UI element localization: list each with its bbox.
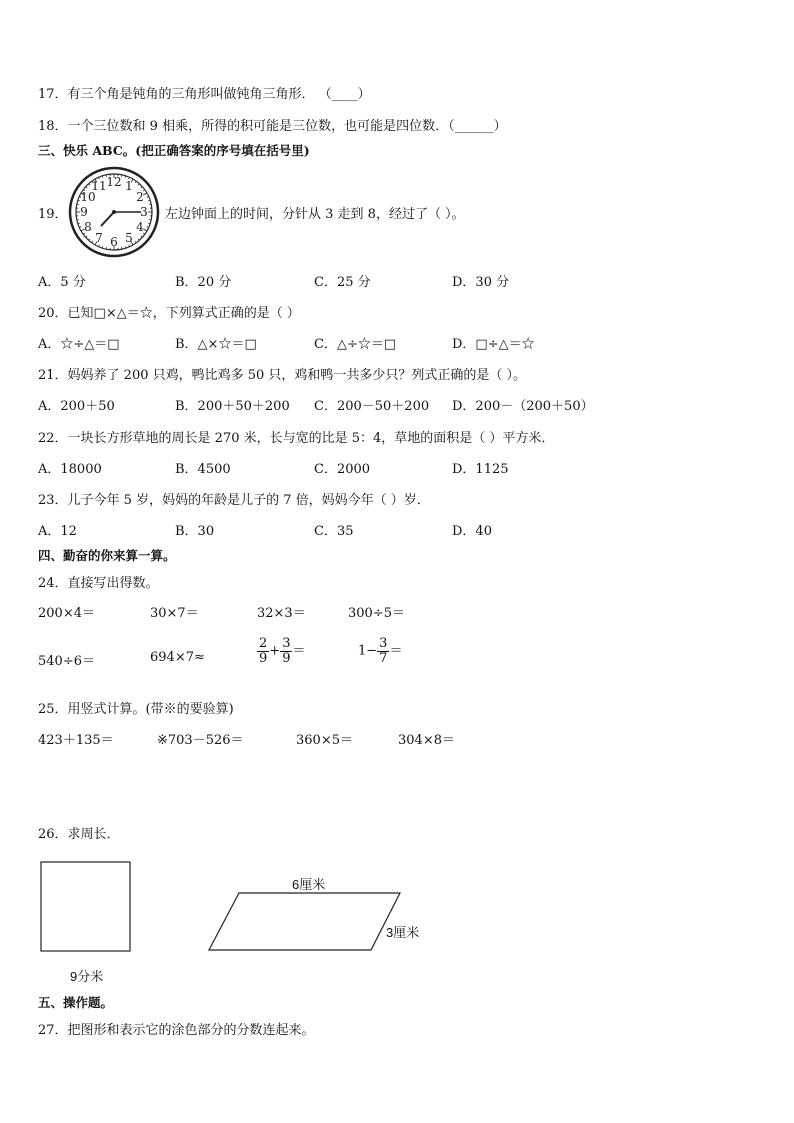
q21-option-a: A．200＋50 [38, 399, 115, 414]
operator: + [269, 643, 281, 659]
q19-option-d: D．30 分 [452, 275, 510, 290]
denominator: 9 [282, 650, 291, 666]
q22-option-c: C．2000 [314, 462, 371, 477]
question-26: 26．求周长． [38, 827, 120, 842]
question-25: 25．用竖式计算。(带※的要验算) [38, 702, 234, 717]
clock-number: 2 [136, 190, 144, 204]
numerator: 2 [259, 636, 268, 651]
calc-item: 300÷5＝ [348, 606, 405, 621]
equals-sign: ＝ [292, 643, 306, 659]
question-19-text: 左边钟面上的时间，分针从 3 走到 8，经过了（ ）。 [165, 207, 465, 222]
denominator: 9 [259, 650, 268, 666]
parallelogram-base-label: 6厘米 [292, 877, 326, 892]
clock-number: 1 [125, 179, 133, 193]
question-20: 20．已知□×△＝☆，下列算式正确的是（ ） [38, 306, 300, 321]
q23-option-d: D．40 [452, 524, 492, 539]
question-17: 17．有三个角是钝角的三角形叫做钝角三角形． （____） [38, 87, 371, 102]
calc-item: 30×7＝ [150, 606, 199, 621]
q20-option-a: A．☆÷△＝□ [38, 337, 120, 352]
q20-option-b: B．△×☆＝□ [175, 337, 257, 352]
clock-number: 10 [80, 190, 96, 204]
numerator: 3 [379, 636, 388, 651]
denominator: 7 [379, 650, 388, 666]
square-side-label: 9分米 [70, 969, 104, 984]
q20-option-c: C．△÷☆＝□ [314, 337, 397, 352]
calc-item: ※703－526＝ [157, 733, 244, 748]
square-shape [41, 862, 130, 951]
calc-item: 694×7≈ [150, 650, 205, 665]
question-18: 18．一个三位数和 9 相乘，所得的积可能是三位数，也可能是四位数．（______） [38, 119, 507, 134]
question-19-number: 19． [38, 207, 68, 222]
q19-option-a: A．5 分 [38, 275, 86, 290]
q23-option-c: C．35 [314, 524, 354, 539]
q22-option-a: A．18000 [38, 462, 102, 477]
section-4-heading: 四、勤奋的你来算一算。 [38, 548, 176, 563]
question-24: 24．直接写出得数。 [38, 576, 159, 591]
question-21: 21．妈妈养了 200 只鸡，鸭比鸡多 50 只，鸡和鸭一共多少只？列式正确的是（ ）。 [38, 368, 527, 383]
question-22: 22．一块长方形草地的周长是 270 米，长与宽的比是 5：4，草地的面积是（ ）平方米． [38, 431, 555, 446]
calc-item: 423＋135＝ [38, 733, 114, 748]
clock-number: 12 [106, 175, 122, 189]
parallelogram-side-label: 3厘米 [386, 925, 420, 940]
calc-item: 304×8＝ [398, 733, 455, 748]
equals-sign: ＝ [389, 643, 403, 659]
clock-number: 5 [125, 231, 133, 245]
clock-number: 7 [95, 231, 103, 245]
clock-number: 8 [84, 220, 92, 234]
q19-option-b: B．20 分 [175, 275, 232, 290]
section-3-heading: 三、快乐 ABC。(把正确答案的序号填在括号里) [38, 143, 310, 158]
calc-item: 540÷6＝ [38, 654, 95, 669]
q21-option-c: C．200－50＋200 [314, 399, 430, 414]
q21-option-d: D．200－（200＋50） [452, 399, 594, 414]
clock-number: 4 [136, 220, 144, 234]
q23-option-a: A．12 [38, 524, 77, 539]
numerator: 3 [282, 636, 291, 651]
question-23: 23．儿子今年 5 岁，妈妈的年龄是儿子的 7 倍，妈妈今年（ ）岁． [38, 493, 430, 508]
question-27: 27．把图形和表示它的涂色部分的分数连起来。 [38, 1023, 315, 1038]
q22-option-b: B．4500 [175, 462, 231, 477]
q23-option-b: B．30 [175, 524, 215, 539]
clock-number: 3 [140, 205, 148, 219]
q19-option-c: C．25 分 [314, 275, 371, 290]
calc-item: 32×3＝ [257, 606, 306, 621]
section-5-heading: 五、操作题。 [38, 995, 114, 1010]
q20-option-d: D．□÷△＝☆ [452, 337, 535, 352]
clock-number: 9 [80, 205, 88, 219]
clock-number: 6 [110, 235, 118, 249]
lead-term: 1− [358, 643, 378, 659]
clock-number: 11 [91, 179, 107, 193]
parallelogram-shape [209, 893, 400, 950]
q21-option-b: B．200＋50＋200 [175, 399, 290, 414]
q22-option-d: D．1125 [452, 462, 509, 477]
calc-item: 200×4＝ [38, 606, 95, 621]
calc-item: 360×5＝ [296, 733, 353, 748]
